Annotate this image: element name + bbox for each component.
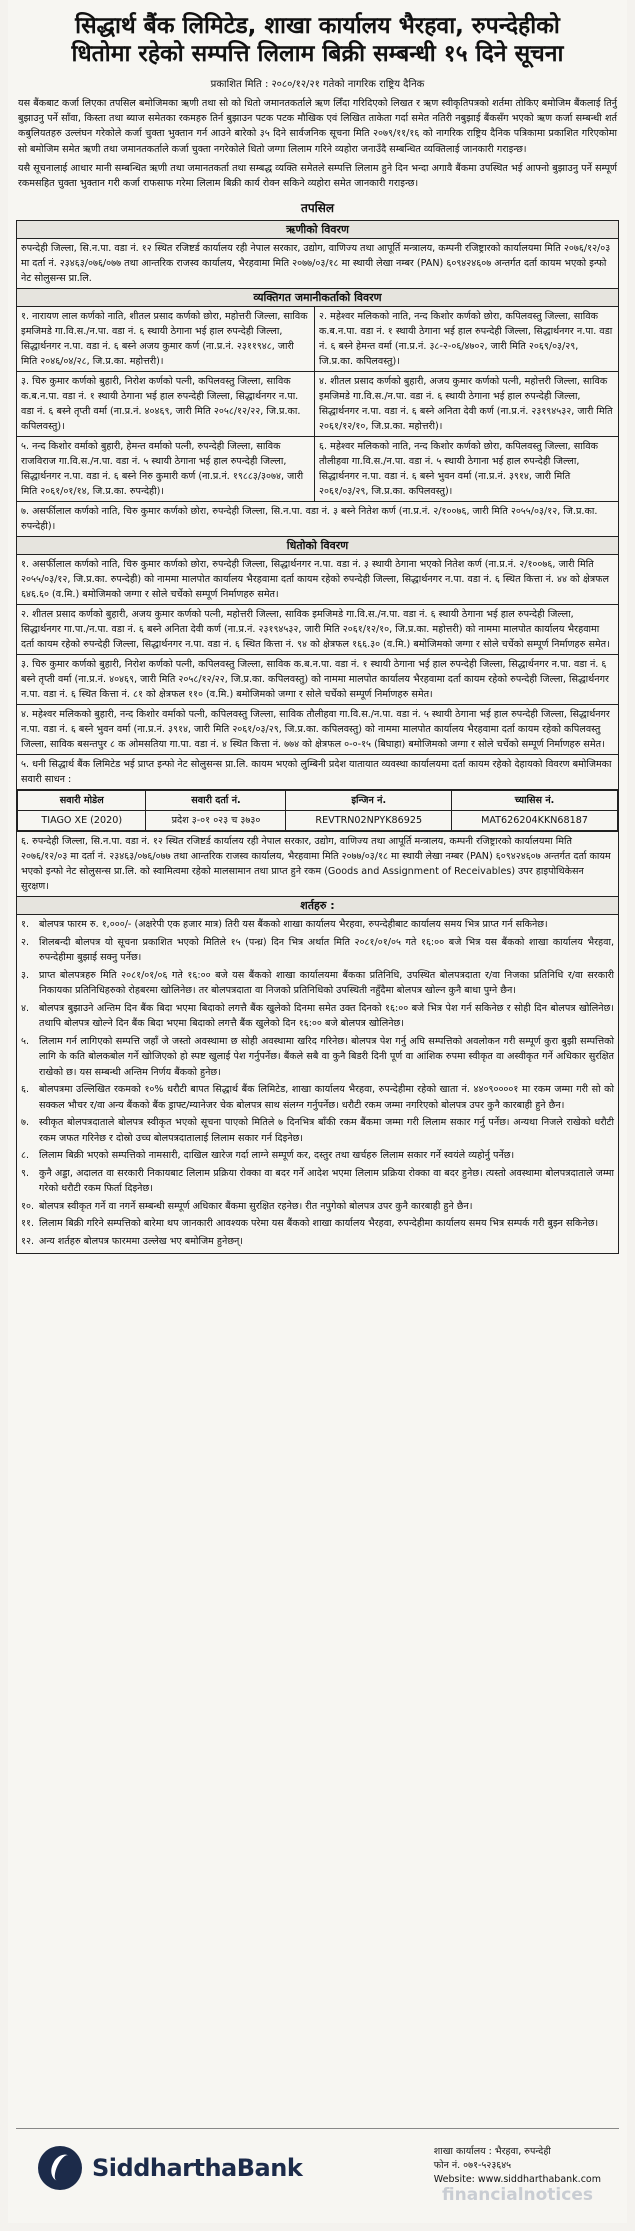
collateral-cell: ३. चिरु कुमार कर्णको बुहारी, निरोश कर्णको पत्नी, कपिलवस्तु जिल्ला, साविक क.ब.न.पा. वडा नं. १ स्थायी ठेगाना भई हाल रुपन्देही जिल्ला, सिद्धार्थनगर न.पा. वडा नं. ६ बस्ने तृप्ती वर्मा (ना.प्र.नं. ४०४६९, जारी मिति २०५८/१२/२२, जि.प्र.का. कपिलवस्तु) को नाममा मालपोत कार्यालय भैरहवामा दर्ता कायम रहेको रुपन्देही जिल्ला, सिद्धार्थनगर न.पा. वडा नं. ६ स्थित कित्ता नं. ८१ को क्षेत्रफल ११० (व.मि.) बमोजिमको जग्गा र सोले चर्चेको सम्पूर्ण निर्माणहरु समेत।: [17, 655, 619, 705]
collateral-cell: ५. धनी सिद्धार्थ बैंक लिमिटेड भई प्राप्त इन्फो नेट सोलुसन्स प्रा.लि. कायम भएको लुम्बिनी प्रदेश यातायात व्यवस्था कार्यालयमा दर्ता कायम रहेको देहायको विवरण बमोजिमका सवारी साधन :: [17, 755, 619, 790]
notice-title: [16, 12, 619, 68]
notice-page: [8, 0, 627, 2223]
title-line-2: धितोमा रहेको सम्पत्ति लिलाम बिक्री सम्बन्धी १५ दिने सूचना: [71, 41, 564, 67]
published-date: प्रकाशित मिति : २०८०/१२/२१ गतेको नागरिक राष्ट्रिय दैनिक: [210, 79, 425, 90]
term-item: ११. लिलाम बिक्री गरिने सम्पत्तिको बारेमा थप जानकारी आवश्यक परेमा यस बैंकको शाखा कार्यालय भैरहवा, रुपन्देहीमा कार्यालय समय भित्र सम्पर्क गरी बुझ्न सकिनेछ।: [21, 1218, 599, 1230]
terms-list: [17, 915, 619, 1254]
bank-brand: SiddharthaBank: [92, 2154, 303, 2182]
term-item: २. शिलबन्दी बोलपत्र यो सूचना प्रकाशित भएको मितिले १५ (पन्ध्र) दिन भित्र अर्थात मिति २०८१/०१/०५ गते १६:०० बजे भित्र यस बैंकको शाखा कार्यालय भैरहवा, रुपन्देहीमा बुझाई सक्नु पर्नेछ।: [21, 936, 614, 964]
term-item: ६. बोलपत्रमा उल्लिखित रकमको १०% धरौटी बापत सिद्धार्थ बैंक लिमिटेड, शाखा कार्यालय भैरहवा, रुपन्देहीमा रहेको खाता नं. ४४०९००००१ मा रकम जम्मा गरी सो को सक्कल भौचर र/वा अन्य बैंकको बैंक ड्राफ्ट/म्यानेजर चेक बोलपत्र साथ संलग्न गर्नुपर्नेछ। धरौटी रकम जम्मा नगरिएको बोलपत्र उपर कुनै कारबाही हुने छैन।: [21, 1084, 614, 1111]
guarantor-cell: २. महेश्वर मलिकको नाति, नन्द किशोर कर्णको छोरा, कपिलवस्तु जिल्ला, साविक क.ब.न.पा. वडा नं. १ स्थायी ठेगाना भई हाल रुपन्देही जिल्ला, सिद्धार्थनगर न.पा. वडा नं. ६ बस्ने हेमन्त वर्मा (ना.प्र.नं. ३८-२-०६/४७०२, जारी मिति २०६९/०३/२९, जि.प्र.का. कपिलवस्तु)।: [315, 307, 619, 372]
collateral-cell: ६. रुपन्देही जिल्ला, सि.न.पा. वडा नं. १२ स्थित रजिष्टर्ड कार्यालय रही नेपाल सरकार, उद्योग, वाणिज्य तथा आपूर्ति मन्त्रालय, कम्पनी रजिष्ट्रारको कार्यालयमा मिति २०७६/१२/०३ मा दर्ता नं. २३४६३/०७६/०७७ तथा आन्तरिक राजस्व कार्यालय, भैरहवामा मिति २०७७/०३/१८ मा स्थायी लेखा नम्बर (PAN) ६०९४२४६०७ अन्तर्गत दर्ता कायम भएको इन्फो नेट सोलुसन्स प्रा.लि. को स्वामित्वमा रहेको मालसामान तथा प्राप्त हुने रकम (Goods and Assignment of Receivables) उपर हाइपोथिकेसन सुरक्षण।: [17, 832, 619, 897]
vehicle-header: सवारी मोडेल: [18, 791, 146, 811]
term-item: ८. लिलाम बिक्री भएको सम्पत्तिको नामसारी, दाखिल खारेज गर्दा लाग्ने सम्पूर्ण कर, दस्तुर तथा खर्चहरु लिलाम सकार गर्ने स्वयंले व्यहोर्नु पर्नेछ।: [21, 1150, 515, 1162]
vehicle-header: सवारी दर्ता नं.: [146, 791, 286, 811]
branch-address: शाखा कार्यालय : भैरहवा, रुपन्देही: [433, 2146, 551, 2157]
term-item: ७. स्वीकृत बोलपत्रदाताले बोलपत्र स्वीकृत भएको सूचना पाएको मितिले ७ दिनभित्र बाँकी रकम बैंकमा जम्मा गरी लिलाम सकार गर्नु पर्नेछ। अन्यथा निजले राखेको धरौटी रकम जफत गरिनेछ र दोस्रो उच्च बोलपत्रदातालाई लिलाम सकार गर्न दिइनेछ।: [21, 1117, 614, 1144]
vehicle-header: इन्जिन नं.: [286, 791, 452, 811]
term-item: ४. बोलपत्र बुझाउने अन्तिम दिन बैंक बिदा भएमा बिदाको लगत्तै बैंक खुलेको दिनमा समेत उक्त दिनको १६:०० बजे भित्र पेश गर्न सकिनेछ र सोही दिन बोलपत्र खोलिनेछ। तथापि बोलपत्र खोल्ने दिन बैंक बिदा भएमा बिदाको लगत्तै बैंक खुलेको दिन १६:०० बजे बोलपत्र खोलिनेछ।: [21, 1002, 614, 1030]
guarantor-cell: ५. नन्द किशोर वर्माको बुहारी, हेमन्त वर्माको पत्नी, रुपन्देही जिल्ला, साविक राजविराज गा.वि.स./न.पा. वडा नं. ५ स्थायी ठेगाना भई हाल रुपन्देही जिल्ला, सिद्धार्थनगर न.पा. वडा नं. ६ बस्ने निरु कुमारी कर्ण (ना.प्र.नं. १९८८३/३०७४, जारी मिति २०६१/०१/१४, जि.प्र.का. रुपन्देही)।: [17, 437, 315, 502]
tapsil-heading: तपसिल: [300, 201, 334, 216]
collateral-heading: धितोको विवरण: [17, 537, 619, 555]
watermark: financialnotices: [442, 2185, 593, 2205]
intro: [18, 96, 617, 191]
bank-logo-icon: [38, 2146, 82, 2190]
borrower-details: रुपन्देही जिल्ला, सि.न.पा. वडा नं. १२ स्थित रजिष्टर्ड कार्यालय रही नेपाल सरकार, उद्योग, वाणिज्य तथा आपूर्ति मन्त्रालय, कम्पनी रजिष्ट्रारको कार्यालयमा मिति २०७६/१२/०३ मा दर्ता नं. २३४६३/०७६/०७७ तथा आन्तरिक राजस्व कार्यालय, भैरहवामा मिति २०७७/०३/१८ मा स्थायी लेखा नम्बर (PAN) ६०९४२४६०७ अन्तर्गत दर्ता कायम भएको इन्फो नेट सोलुसन्स प्रा.लि.: [17, 239, 619, 289]
vehicle-cell: TIAGO XE (2020): [18, 811, 146, 831]
term-item: ३. प्राप्त बोलपत्रहरु मिति २०८१/०१/०६ गते १६:०० बजे यस बैंकको शाखा कार्यालयमा बैंकका प्रतिनिधि, उपस्थित बोलपत्रदाता र/वा निजका प्रतिनिधि र/वा सरकारी निकायका प्रतिनिधिहरुको रोहबरमा खोलिनेछ। तर बोलपत्रदाता वा निजको प्रतिनिधिको उपस्थिती नहुँदैमा बोलपत्र खोल्न कुनै बाधा पुग्ने छैन।: [21, 969, 614, 997]
terms-heading: शर्तहरु :: [17, 897, 619, 915]
footer: [16, 2128, 619, 2207]
vehicle-cell: प्रदेश ३-०१ ०२३ च ३७३०: [146, 811, 286, 831]
guarantor-cell: १. नारायण लाल कर्णको नाति, शीतल प्रसाद कर्णको छोरा, महोत्तरी जिल्ला, साविक इमजिमडे गा.वि.स./न.पा. वडा नं. ६ स्थायी ठेगाना भई हाल रुपन्देही जिल्ला, सिद्धार्थनगर न.पा. वडा नं. ६ बस्ने अजय कुमार कर्ण (ना.प्र.नं. २३११९४८, जारी मिति २०४६/०४/२८, जि.प्र.का. महोत्तरी)।: [17, 307, 315, 372]
guarantor-cell: ४. शीतल प्रसाद कर्णको बुहारी, अजय कुमार कर्णको पत्नी, महोत्तरी जिल्ला, साविक इमजिमडे गा.वि.स./न.पा. वडा नं. ६ स्थायी ठेगाना भई हाल रुपन्देही जिल्ला, सिद्धार्थनगर न.पा. वडा नं. ६ बस्ने अनिता देवी कर्ण (ना.प्र.नं. २३१९४५३२, जारी मिति २०६१/१२/१०, जि.प्र.का. महोत्तरी)।: [315, 372, 619, 437]
collateral-cell: २. शीतल प्रसाद कर्णको बुहारी, अजय कुमार कर्णको पत्नी, महोत्तरी जिल्ला, साविक इमजिमडे गा.वि.स./न.पा. वडा नं. ६ स्थायी ठेगाना भई हाल रुपन्देही जिल्ला, सिद्धार्थनगर गा.पा./न.पा. वडा नं. ६ बस्ने अनिता देवी कर्ण (ना.प्र.नं. २३१९४५३२, जारी मिति २०६१/१२/१०, जि.प्र.का. महोत्तरी) को नाममा मालपोत कार्यालय भैरहवामा दर्ता कायम रहेको रुपन्देही जिल्ला, सिद्धार्थनगर न.पा. वडा नं. ६ स्थित कित्ता नं. ९४ को क्षेत्रफल १६६.३० (व.मि.) बमोजिमको जग्गा र सोले चर्चेको सम्पूर्ण निर्माणहरु समेत।: [17, 605, 619, 655]
title-line-1: सिद्धार्थ बैंक लिमिटेड, शाखा कार्यालय भैरहवा, रुपन्देहीको: [75, 13, 560, 39]
term-item: १२. अन्य शर्तहरु बोलपत्र फारममा उल्लेख भए बमोजिम हुनेछन्।: [21, 1235, 244, 1247]
term-item: ५. लिलाम गर्न लागिएको सम्पत्ति जहाँ जे जस्तो अवस्थामा छ सोही अवस्थामा खरिद गरिनेछ। बोलपत्र पेश गर्नु अघि सम्पत्तिको अवलोकन गरी सम्पूर्ण कुरा बुझी सम्पत्तिको लागि के कति बोलकबोल गर्ने खोजिएको हो स्पष्ट खुलाई पेश गर्नुपर्नेछ। बैंकले सबै वा कुनै बिडरी दिनी पूर्ण वा आंशिक रुपमा स्वीकृत वा अस्वीकृत गर्ने अधिकार सुरक्षित राखेको छ। यस सम्बन्धी अन्तिम निर्णय बैंकको हुनेछ।: [21, 1035, 614, 1078]
guarantor-cell: ६. महेश्वर मलिकको नाति, नन्द किशोर कर्णको छोरा, कपिलवस्तु जिल्ला, साविक तौलीहवा गा.वि.स./न.पा. वडा नं. ५ स्थायी ठेगाना भई हाल रुपन्देही जिल्ला, सिद्धार्थनगर न.पा. वडा नं. ६ बस्ने भुवन वर्मा (ना.प्र.नं. ३९१४, जारी मिति २०६१/०३/२९, जि.प्र.का. कपिलवस्तु)।: [315, 437, 619, 502]
details-table: [16, 220, 619, 1254]
term-item: १०. बोलपत्र स्वीकृत गर्ने वा नगर्ने सम्बन्धी सम्पूर्ण अधिकार बैंकमा सुरक्षित रहनेछ। रीत नपुगेको बोलपत्र उपर कुनै कारबाही हुने छैन।: [21, 1200, 473, 1212]
vehicle-cell: REVTRN02NPYK86925: [286, 811, 452, 831]
vehicle-table: [17, 790, 618, 831]
intro-paragraph-1: यस बैंकबाट कर्जा लिएका तपसिल बमोजिमका ऋणी तथा सो को धितो जमानतकर्ताले ऋण लिँदा गरिदिएको लिखत र ऋण स्वीकृतिपत्रको शर्तमा तोकिए बमोजिम बैंकलाई तिर्नु बुझाउनु पर्ने साँवा, किस्ता तथा ब्याज समेतका रकमहरु तिर्न बुझाउन पटक पटक मौखिक एवं लिखित ताकेता गर्दा समेत नतिरी नबुझाई बैंकसँग भएको ऋण कर्जा सम्बन्धी शर्त कबुलियतहरु उल्लंघन गरेकोले कर्जा चुक्ता भुक्तान गर्न आउने बारेको ३५ दिने सार्वजनिक सूचना मिति २०७९/११/१६ को नागरिक राष्ट्रिय दैनिक पत्रिकामा प्रकाशित गरिएकोमा सो बमोजिम समेत ऋणी तथा जमानतकर्ताले कर्जा चुक्ता नगरेकोले धितो जग्गा लिलाम गरिने व्यहोरा जनाउँदै सम्बन्धित व्यक्तिलाई जानकारी गराइन्छ।: [18, 98, 617, 155]
collateral-cell: १. असर्फीलाल कर्णको नाति, चिरु कुमार कर्णको छोरा, रुपन्देही जिल्ला, सिद्धार्थनगर न.पा. वडा नं. ३ स्थायी ठेगाना भएको नितेश कर्ण (ना.प्र.नं. २/१००७६, जारी मिति २०५५/०३/१२, जि.प्र.का. रुपन्देही) को नाममा मालपोत कार्यालय भैरहवामा दर्ता कायम रहेको रुपन्देही जिल्ला, सिद्धार्थनगर न.पा. वडा नं. ६ स्थित कित्ता नं. ४४ को क्षेत्रफल ६४६.६० (व.मि.) बमोजिमको जग्गा र सोले चर्चेको सम्पूर्ण निर्माणहरु समेत।: [17, 555, 619, 605]
guarantor-heading: व्यक्तिगत जमानीकर्ताको विवरण: [17, 289, 619, 307]
contact-block: [434, 2145, 601, 2187]
intro-paragraph-2: यसै सूचनालाई आधार मानी सम्बन्धित ऋणी तथा जमानतकर्ता तथा सम्बद्ध व्यक्ति समेतले सम्पत्ति लिलाम हुने दिन भन्दा अगावै बैंकमा उपस्थित भई आफ्नो बुझाउनु पर्ने सम्पूर्ण रकमसहित चुक्ता भुक्तान गरी कर्जा राफसाफ गरेमा लिलाम बिक्री कार्य रोक्न सकिने व्यहोरा समेत जानकारी गराइन्छ।: [18, 162, 617, 190]
website-link[interactable]: Website: www.siddharthabank.com: [433, 2174, 601, 2185]
guarantor-cell: ७. असर्फीलाल कर्णको नाति, चिरु कुमार कर्णको छोरा, रुपन्देही जिल्ला, सि.न.पा. वडा नं. ३ बस्ने नितेश कर्ण (ना.प्र.नं. २/१००७६, जारी मिति २०५५/०३/१२, जि.प्र.का. रुपन्देही)।: [17, 502, 619, 537]
branch-phone: फोन नं. ०७१-५२३६४५: [433, 2160, 512, 2171]
vehicle-header: च्यासिस नं.: [452, 791, 618, 811]
term-item: १. बोलपत्र फारम रु. १,०००/- (अक्षरेपी एक हजार मात्र) तिरी यस बैंकको शाखा कार्यालय भैरहवा, रुपन्देहीबाट कार्यालय समय भित्र प्राप्त गर्न सकिनेछ।: [21, 919, 548, 931]
collateral-cell: ४. महेश्वर मलिकको बुहारी, नन्द किशोर वर्माको पत्नी, कपिलवस्तु जिल्ला, साविक तौलीहवा गा.वि.स./न.पा. वडा नं. ५ स्थायी ठेगाना भई हाल रुपन्देही जिल्ला, सिद्धार्थनगर न.पा. वडा नं. ६ बस्ने भुवन वर्मा (ना.प्र.नं. ३९१४, जारी मिति २०६१/०३/२९, जि.प्र.का. कपिलवस्तु) को नाममा मालपोत कार्यालय भैरहवामा दर्ता कायम रहेको कपिलवस्तु जिल्ला, साविक बसन्तपुर ८ क ओमसतिया गा.पा. वडा नं. ४ स्थित कित्ता नं. ७७४ को क्षेत्रफल ०-०-१५ (बिघाहा) बमोजिमको जग्गा र सोले चर्चेको सम्पूर्ण निर्माणहरु समेत।: [17, 705, 619, 755]
guarantor-cell: ३. चिरु कुमार कर्णको बुहारी, निरोश कर्णको पत्नी, कपिलवस्तु जिल्ला, साविक क.ब.न.पा. वडा नं. १ स्थायी ठेगाना भई हाल रुपन्देही जिल्ला, सिद्धार्थनगर न.पा. वडा नं. ६ बस्ने तृप्ती वर्मा (ना.प्र.नं. ४०४६९, जारी मिति २०५८/१२/२२, जि.प्र.का. कपिलवस्तु)।: [17, 372, 315, 437]
vehicle-wrapper: [17, 790, 619, 832]
borrower-heading: ऋणीको विवरण: [17, 221, 619, 239]
term-item: ९. कुनै अड्डा, अदालत वा सरकारी निकायबाट लिलाम प्रक्रिया रोक्का वा बदर गर्ने आदेश भएमा लिलाम प्रक्रिया रोक्का वा बदर हुनेछ। त्यस्तो अवस्थामा बोलपत्रदाताले जम्मा गरेको धरौटी रकम फिर्ता दिइनेछ।: [21, 1167, 614, 1195]
vehicle-cell: MAT626204KKN68187: [452, 811, 618, 831]
